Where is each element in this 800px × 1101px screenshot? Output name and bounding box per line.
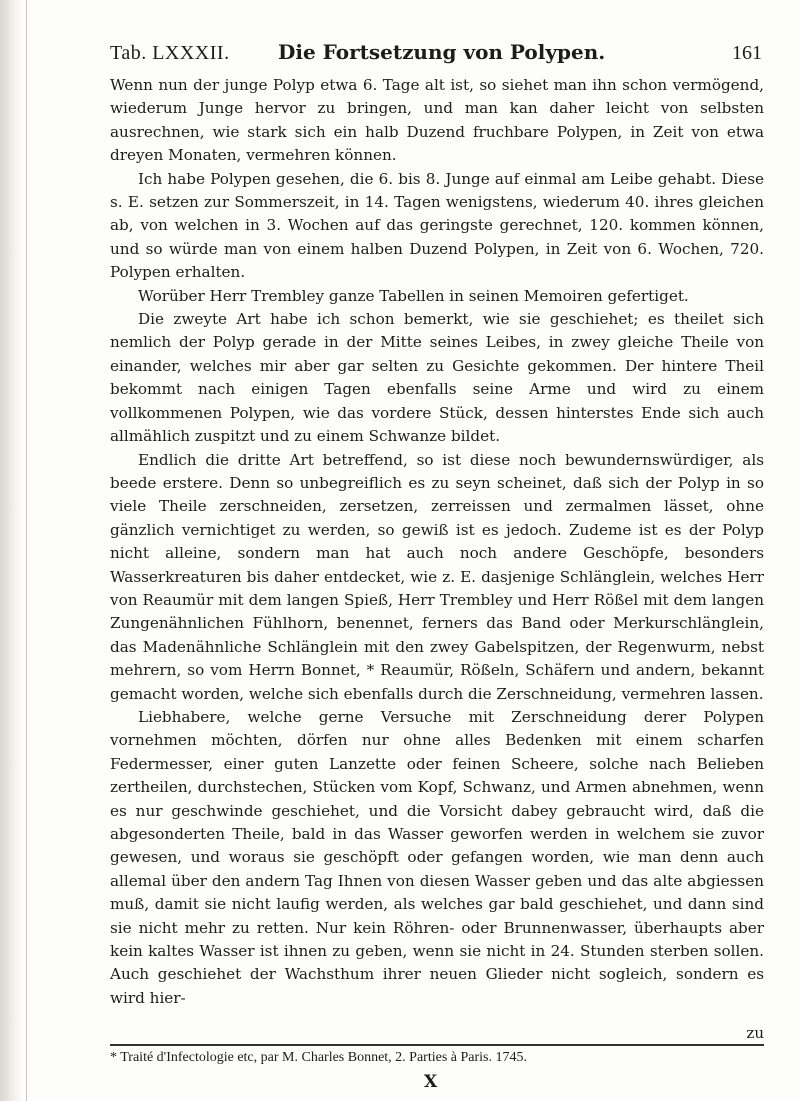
running-title: Die Fortsetzung von Polypen. (278, 40, 606, 64)
paragraph-second-method: Die zweyte Art habe ich schon bemerkt, wie sie geschiehet; es theilet sich nemlich der Polyp gerade in der Mitte seines Leibes, in zwey gleiche Theile von einander, welches mir aber gar selten zu Gesichte gekommen. Der hintere Theil bekommt nach einigen Tagen ebenfalls seine Arme und wird zu einem vollkommenen Polypen, wie das vordere Stück, dessen hinterstes Ende sich auch allmählich zuspitzt und zu einem Schwanze bildet. (110, 310, 764, 446)
footnote: * Traité d'Infectologie etc, par M. Charles Bonnet, 2. Parties à Paris. 1745. (110, 1050, 527, 1065)
paragraph-experiments: Liebhabere, welche gerne Versuche mit Zerschneidung derer Polypen vornehmen möchten, dörfen nur ohne alles Bedenken mit einem scharfen Federmesser, einer guten Lanzette oder feinen Scheere, solche nach Belieben zertheilen, durchstechen, Stücken vom Kopf, Schwanz, und Armen abnehmen, wenn es nur geschwinde geschiehet, und die Vorsicht dabey gebraucht wird, daß die abgesonderten Theile, bald in das Wasser geworfen werden in welchem sie zuvor gewesen, und woraus sie geschöpft oder gefangen worden, wie man denn auch allemal über den andern Tag Ihnen von diesen Wasser geben und das alte abgiessen muß, damit sie nicht laufig werden, als welches gar bald geschiehet, und dann sind sie nicht mehr zu retten. Nur kein Röhren- oder Brunnenwasser, überhaupts aber kein kaltes Wasser ist ihnen zu geben, wenn sie nicht in 24. Stunden sterben sollen. Auch geschiehet der Wachsthum ihrer neuen Glieder nicht sogleich, sondern es wird hier- (110, 707, 764, 1007)
paragraph-trembley-tables: Worüber Herr Trembley ganze Tabellen in seinen Memoiren gefertiget. (138, 286, 689, 305)
footnote-rule (110, 1044, 764, 1046)
catchword: zu (746, 1024, 764, 1042)
running-head (110, 38, 762, 68)
body-text (110, 74, 764, 1010)
signature-mark: X (424, 1072, 438, 1092)
paragraph-observations: Ich habe Polypen gesehen, die 6. bis 8. Junge auf einmal am Leibe gehabt. Diese s. E. setzen zur Sommerszeit, in 14. Tagen wenigstens, wiederum 40. ihres gleichen ab, von welchen in 3. Wochen auf das geringste gerechnet, 120. kommen können, und so würde man von einem halben Duzend Polypen, in Zeit von 6. Wochen, 720. Polypen erhalten. (110, 169, 764, 282)
paragraph-growth-rate: Wenn nun der junge Polyp etwa 6. Tage alt ist, so siehet man ihn schon vermögend, wiederum Junge hervor zu bringen, und man kan daher leicht von selbsten ausrechnen, wie stark sich ein halb Duzend fruchbare Polypen, in Zeit von etwa dreyen Monaten, vermehren können. (110, 76, 764, 165)
plate-reference: Tab. LXXXII. (110, 42, 230, 64)
gutter-line (26, 0, 27, 1101)
page-gutter-shadow (0, 0, 22, 1101)
page-number: 161 (732, 42, 762, 64)
paragraph-third-method: Endlich die dritte Art betreffend, so ist diese noch bewundernswürdiger, als beede erstere. Denn so unbegreiflich es zu seyn scheinet, daß sich der Polyp in so viele Theile zerschneiden, zersetzen, zerreissen und zermalmen lässet, ohne gänzlich vernichtiget zu werden, so gewiß ist es jedoch. Zudeme ist es der Polyp nicht alleine, sondern man hat auch noch andere Geschöpfe, besonders Wasserkreaturen bis daher entdecket, wie z. E. dasjenige Schlänglein, welches Herr von Reaumür mit dem langen Spieß, Herr Trembley und Herr Rößel mit dem langen Zungenähnlichen Fühlhorn, benennet, ferners das Band oder Merkurschlänglein, das Madenähnliche Schlänglein mit den zwey Gabelspitzen, der Regenwurm, nebst mehrern, so vom Herrn Bonnet, * Reaumür, Rößeln, Schäfern und andern, bekannt gemacht worden, welche sich ebenfalls durch die Zerschneidung, vermehren lassen. (110, 450, 764, 703)
